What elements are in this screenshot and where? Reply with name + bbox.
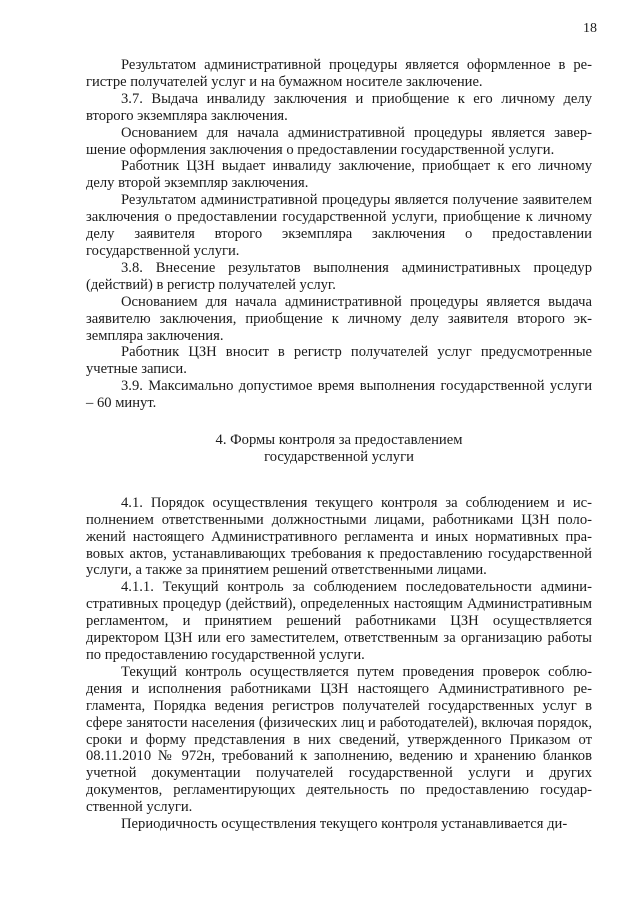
paragraph: Работник ЦЗН вносит в регистр получателей услуг предусмотренные учетные записи. [86, 344, 592, 378]
page-number: 18 [583, 21, 597, 36]
paragraph: Текущий контроль осуществляется путем проведения проверок соблюдения и исполнения работниками ЦЗН настоящего Административного регламента, Порядка ведения регистров получателей государственных услуг в сфере занятости населения (физических лиц и работодателей), включая порядок, сроки и форму представления в них сведений, утвержденного Приказом от 08.11.2010 № 972н, требований к заполнению, ведению и хранению бланков учетной документации получателей государственной услуги и других документов, регламентирующих деятельность по предоставлению государственной услуги. [86, 663, 592, 816]
paragraph: 4.1.1. Текущий контроль за соблюдением последовательности административных процедур (действий), определенных настоящим Административным регламентом, и принятием решений работниками ЦЗН осуществляется директором ЦЗН или его заместителем, ответственным за организацию работы по предоставлению государственной услуги. [86, 579, 592, 663]
paragraph: 3.8. Внесение результатов выполнения административных процедур (действий) в регистр получателей услуг. [86, 259, 592, 293]
paragraph: Основанием для начала административной процедуры является завершение оформления заключения о предоставлении государственной услуги. [86, 124, 592, 158]
paragraph: 4.1. Порядок осуществления текущего контроля за соблюдением и исполнением ответственными должностными лицами, работниками ЦЗН положений настоящего Административного регламента и иных нормативных правовых актов, устанавливающих требования к предоставлению государственной услуги, а также за принятием решений ответственными лицами. [86, 494, 592, 579]
paragraph: Результатом административной процедуры является получение заявителем заключения о предоставлении государственной услуги, приобщение к личному делу заявителя второго экземпляра заключения о предоставлении государственной услуги. [86, 192, 592, 259]
paragraph: Результатом административной процедуры является оформленное в регистре получателей услуг и на бумажном носителе заключение. [86, 57, 592, 90]
document-body [86, 57, 592, 833]
paragraph: 3.9. Максимально допустимое время выполнения государственной услуги – 60 минут. [86, 378, 592, 412]
section-heading [86, 432, 592, 466]
section-heading-line-2: государственной услуги [264, 448, 414, 465]
paragraph: Работник ЦЗН выдает инвалиду заключение, приобщает к его личному делу второй экземпляр заключения. [86, 158, 592, 192]
section-heading-line-1: 4. Формы контроля за предоставлением [215, 432, 463, 449]
paragraph: Периодичность осуществления текущего контроля устанавливается ди- [121, 816, 568, 833]
paragraph: Основанием для начала административной процедуры является выдача заявителю заключения, приобщение к личному делу заявителя второго экземпляра заключения. [86, 293, 592, 344]
paragraph: 3.7. Выдача инвалиду заключения и приобщение к его личному делу второго экземпляра заключения. [86, 90, 592, 124]
